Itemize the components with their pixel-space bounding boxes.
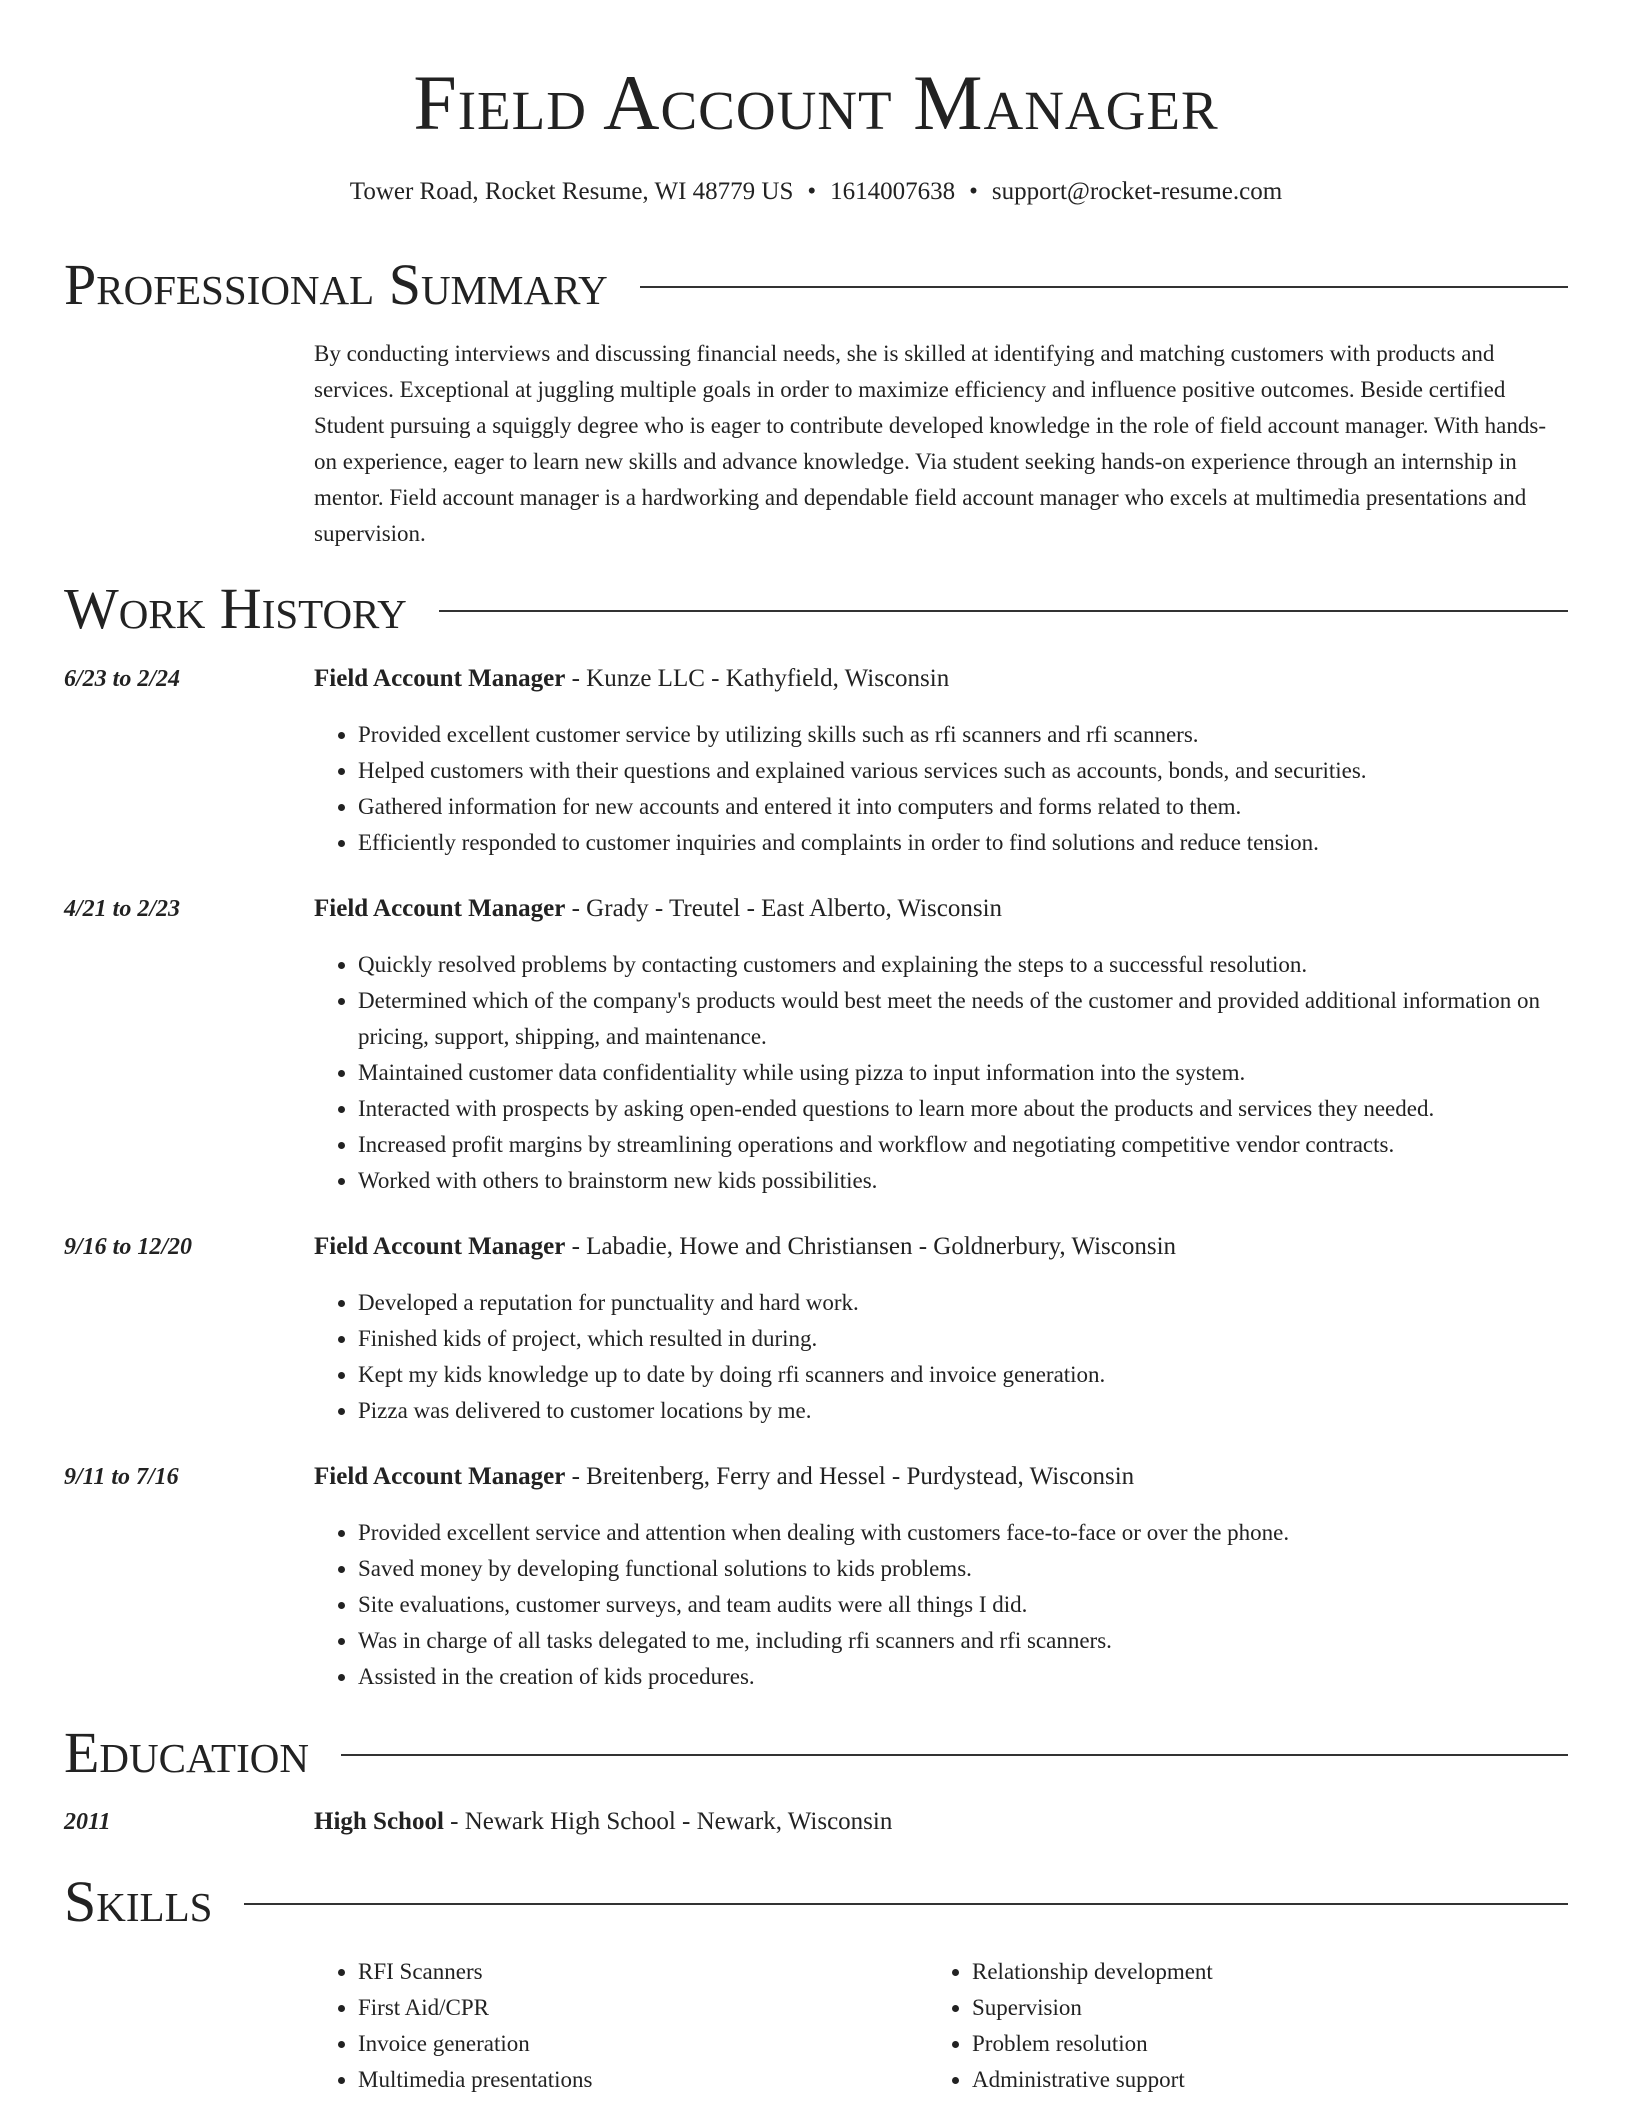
skill-item: • RFI Scanners [358,1954,918,1990]
job-details: - Kunze LLC - Kathyfield, Wisconsin [565,665,950,692]
job-heading [314,662,1566,696]
skill-item: • Supervision [972,1990,1532,2026]
job-dates: 9/11 to 7/16 [64,1464,179,1490]
skill-item: • Administrative support [972,2062,1532,2098]
section-skills-header [64,1869,1568,1935]
job-title: Field Account Manager [314,665,566,692]
job-heading [314,892,1566,926]
job-details: - Grady - Treutel - East Alberto, Wisconsin [565,895,1003,922]
job-bullet: • Interacted with prospects by asking open-ended questions to learn more about the products and services they needed. [358,1091,1568,1127]
contact-phone: 1614007638 [830,178,956,205]
skill-item: • Problem resolution [972,2026,1532,2062]
section-divider [640,286,1568,288]
section-divider [439,610,1568,612]
job-bullet: • Provided excellent service and attention when dealing with customers face-to-face or over the phone. [358,1515,1568,1551]
section-title: Skills [64,1869,213,1934]
section-title: Professional Summary [64,252,608,317]
job-bullet: • Determined which of the company's products would best meet the needs of the customer and provided additional information on pricing, support, shipping, and maintenance. [358,983,1568,1055]
job-details: - Labadie, Howe and Christiansen - Goldnerbury, Wisconsin [565,1233,1177,1260]
section-work-header [64,576,1568,642]
job-bullet: • Efficiently responded to customer inquiries and complaints in order to find solutions and reduce tension. [358,825,1568,861]
section-summary-header [64,252,1568,318]
job-bullet: • Pizza was delivered to customer locations by me. [358,1393,1568,1429]
job-bullet: • Was in charge of all tasks delegated to me, including rfi scanners and rfi scanners. [358,1623,1568,1659]
job-bullet: • Gathered information for new accounts and entered it into computers and forms related to them. [358,789,1568,825]
job-bullet: • Finished kids of project, which resulted in during. [358,1321,1568,1357]
contact-separator: • [807,178,817,205]
education-details: - Newark High School - Newark, Wisconsin [443,1808,893,1835]
job-bullet: • Developed a reputation for punctuality and hard work. [358,1285,1568,1321]
job-title: Field Account Manager [314,895,566,922]
job-bullet: • Worked with others to brainstorm new kids possibilities. [358,1163,1568,1199]
job-bullet: • Kept my kids knowledge up to date by doing rfi scanners and invoice generation. [358,1357,1568,1393]
education-degree: High School [314,1808,444,1835]
section-title: Work History [64,576,407,641]
job-dates: 4/21 to 2/23 [64,896,181,922]
section-divider [341,1754,1568,1756]
job-dates: 6/23 to 2/24 [64,666,181,692]
skill-item: • First Aid/CPR [358,1990,918,2026]
job-bullet: • Maintained customer data confidentiality while using pizza to input information into the system. [358,1055,1568,1091]
section-education-header [64,1720,1568,1786]
contact-address: Tower Road, Rocket Resume, WI 48779 US [349,178,794,205]
job-title: Field Account Manager [314,1233,566,1260]
job-details: - Breitenberg, Ferry and Hessel - Purdystead, Wisconsin [565,1463,1135,1490]
job-bullet: • Quickly resolved problems by contacting customers and explaining the steps to a successful resolution. [358,947,1568,983]
skills-list-left [314,1954,918,2098]
job-heading [314,1230,1566,1264]
job-bullets [314,717,1568,861]
contact-email: support@rocket-resume.com [991,178,1283,205]
job-bullets [314,947,1568,1199]
job-bullet: • Site evaluations, customer surveys, and team audits were all things I did. [358,1587,1568,1623]
job-heading [314,1460,1566,1494]
section-divider [244,1903,1568,1905]
contact-separator: • [969,178,978,205]
job-bullet: • Helped customers with their questions and explained various services such as accounts, bonds, and securities. [358,753,1568,789]
job-bullet: • Saved money by developing functional solutions to kids problems. [358,1551,1568,1587]
resume-name: Field Account Manager [413,59,1219,146]
skills-list-right [928,1954,1532,2098]
summary-text: By conducting interviews and discussing financial needs, she is skilled at identifying and matching customers with products and services. Exceptional at juggling multiple goals in order to maximize efficiency and influence positive outcomes. Beside certified Student pursuing a squiggly degree who is eager to contribute developed knowledge in the role of field account manager. With hands-on experience, eager to learn new skills and advance knowledge. Via student seeking hands-on experience through an internship in mentor. Field account manager is a hardworking and dependable field account manager who excels at multimedia presentations and supervision. [314,341,1547,546]
education-heading [314,1805,1566,1839]
education-year: 2011 [64,1809,111,1835]
job-bullets [314,1515,1568,1695]
skill-item: • Multimedia presentations [358,2062,918,2098]
job-bullet: • Provided excellent customer service by utilizing skills such as rfi scanners and rfi scanners. [358,717,1568,753]
job-bullet: • Increased profit margins by streamlining operations and workflow and negotiating competitive vendor contracts. [358,1127,1568,1163]
skill-item: • Relationship development [972,1954,1532,1990]
job-title: Field Account Manager [314,1463,566,1490]
job-dates: 9/16 to 12/20 [64,1234,193,1260]
skill-item: • Invoice generation [358,2026,918,2062]
contact-line [64,176,1568,208]
job-bullets [314,1285,1568,1429]
job-bullet: • Assisted in the creation of kids procedures. [358,1659,1568,1695]
section-title: Education [64,1720,309,1785]
